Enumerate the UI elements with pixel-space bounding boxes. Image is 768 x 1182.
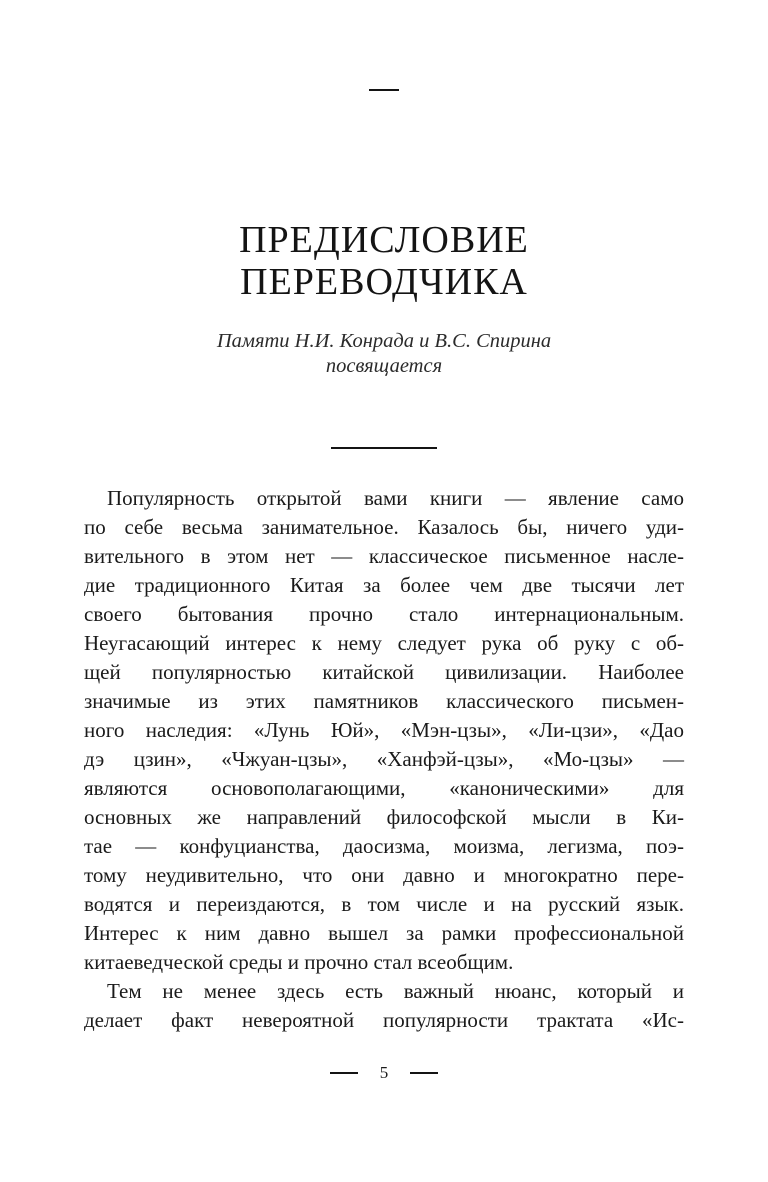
body-line: ного наследия: «Лунь Юй», «Мэн-цзы», «Ли-цзи», «Дао	[84, 718, 684, 742]
body-line: вительного в этом нет — классическое письменное насле-	[84, 544, 684, 568]
body-line: Тем не менее здесь есть важный нюанс, который и	[107, 979, 684, 1003]
body-line: дэ цзин», «Чжуан-цзы», «Ханфэй-цзы», «Мо-цзы» —	[84, 747, 684, 771]
dedication-line2: посвящается	[325, 355, 443, 377]
body-line: значимые из этих памятников классического письмен-	[84, 689, 684, 713]
page-footer	[0, 1063, 768, 1083]
body-line: тае — конфуцианства, даосизма, моизма, легизма, поэ-	[84, 834, 684, 858]
chapter-title	[0, 219, 768, 303]
body-line: водятся и переиздаются, в том числе и на русский язык.	[84, 892, 684, 916]
body-line: Интерес к ним давно вышел за рамки профессиональной	[84, 921, 684, 945]
body-line: Популярность открытой вами книги — явление само	[107, 486, 684, 510]
footer-rule-left	[330, 1072, 358, 1074]
body-line: являются основополагающими, «каноническими» для	[84, 776, 684, 800]
page-number: 5	[379, 1063, 389, 1082]
footer-rule-right	[410, 1072, 438, 1074]
chapter-title-line1: ПРЕДИСЛОВИЕ	[239, 219, 529, 261]
body-line: по себе весьма занимательное. Казалось бы, ничего уди-	[84, 515, 684, 539]
body-text	[84, 484, 684, 1035]
chapter-title-line2: ПЕРЕВОДЧИКА	[240, 261, 528, 303]
section-divider-rule	[331, 447, 437, 449]
body-line: дие традиционного Китая за более чем две тысячи лет	[84, 573, 684, 597]
body-line: Неугасающий интерес к нему следует рука об руку с об-	[84, 631, 684, 655]
dedication	[0, 329, 768, 379]
dedication-line1: Памяти Н.И. Конрада и В.С. Спирина	[216, 330, 552, 352]
body-line: тому неудивительно, что они давно и многократно пере-	[84, 863, 684, 887]
body-line-paragraph-end: китаеведческой среды и прочно стал всеобщим.	[84, 950, 514, 974]
body-line: делает факт невероятной популярности трактата «Ис-	[84, 1008, 684, 1032]
body-line: основных же направлений философской мысли в Ки-	[84, 805, 684, 829]
body-line: щей популярностью китайской цивилизации. Наиболее	[84, 660, 684, 684]
body-line: своего бытования прочно стало интернациональным.	[84, 602, 684, 626]
top-rule-ornament	[369, 89, 399, 91]
